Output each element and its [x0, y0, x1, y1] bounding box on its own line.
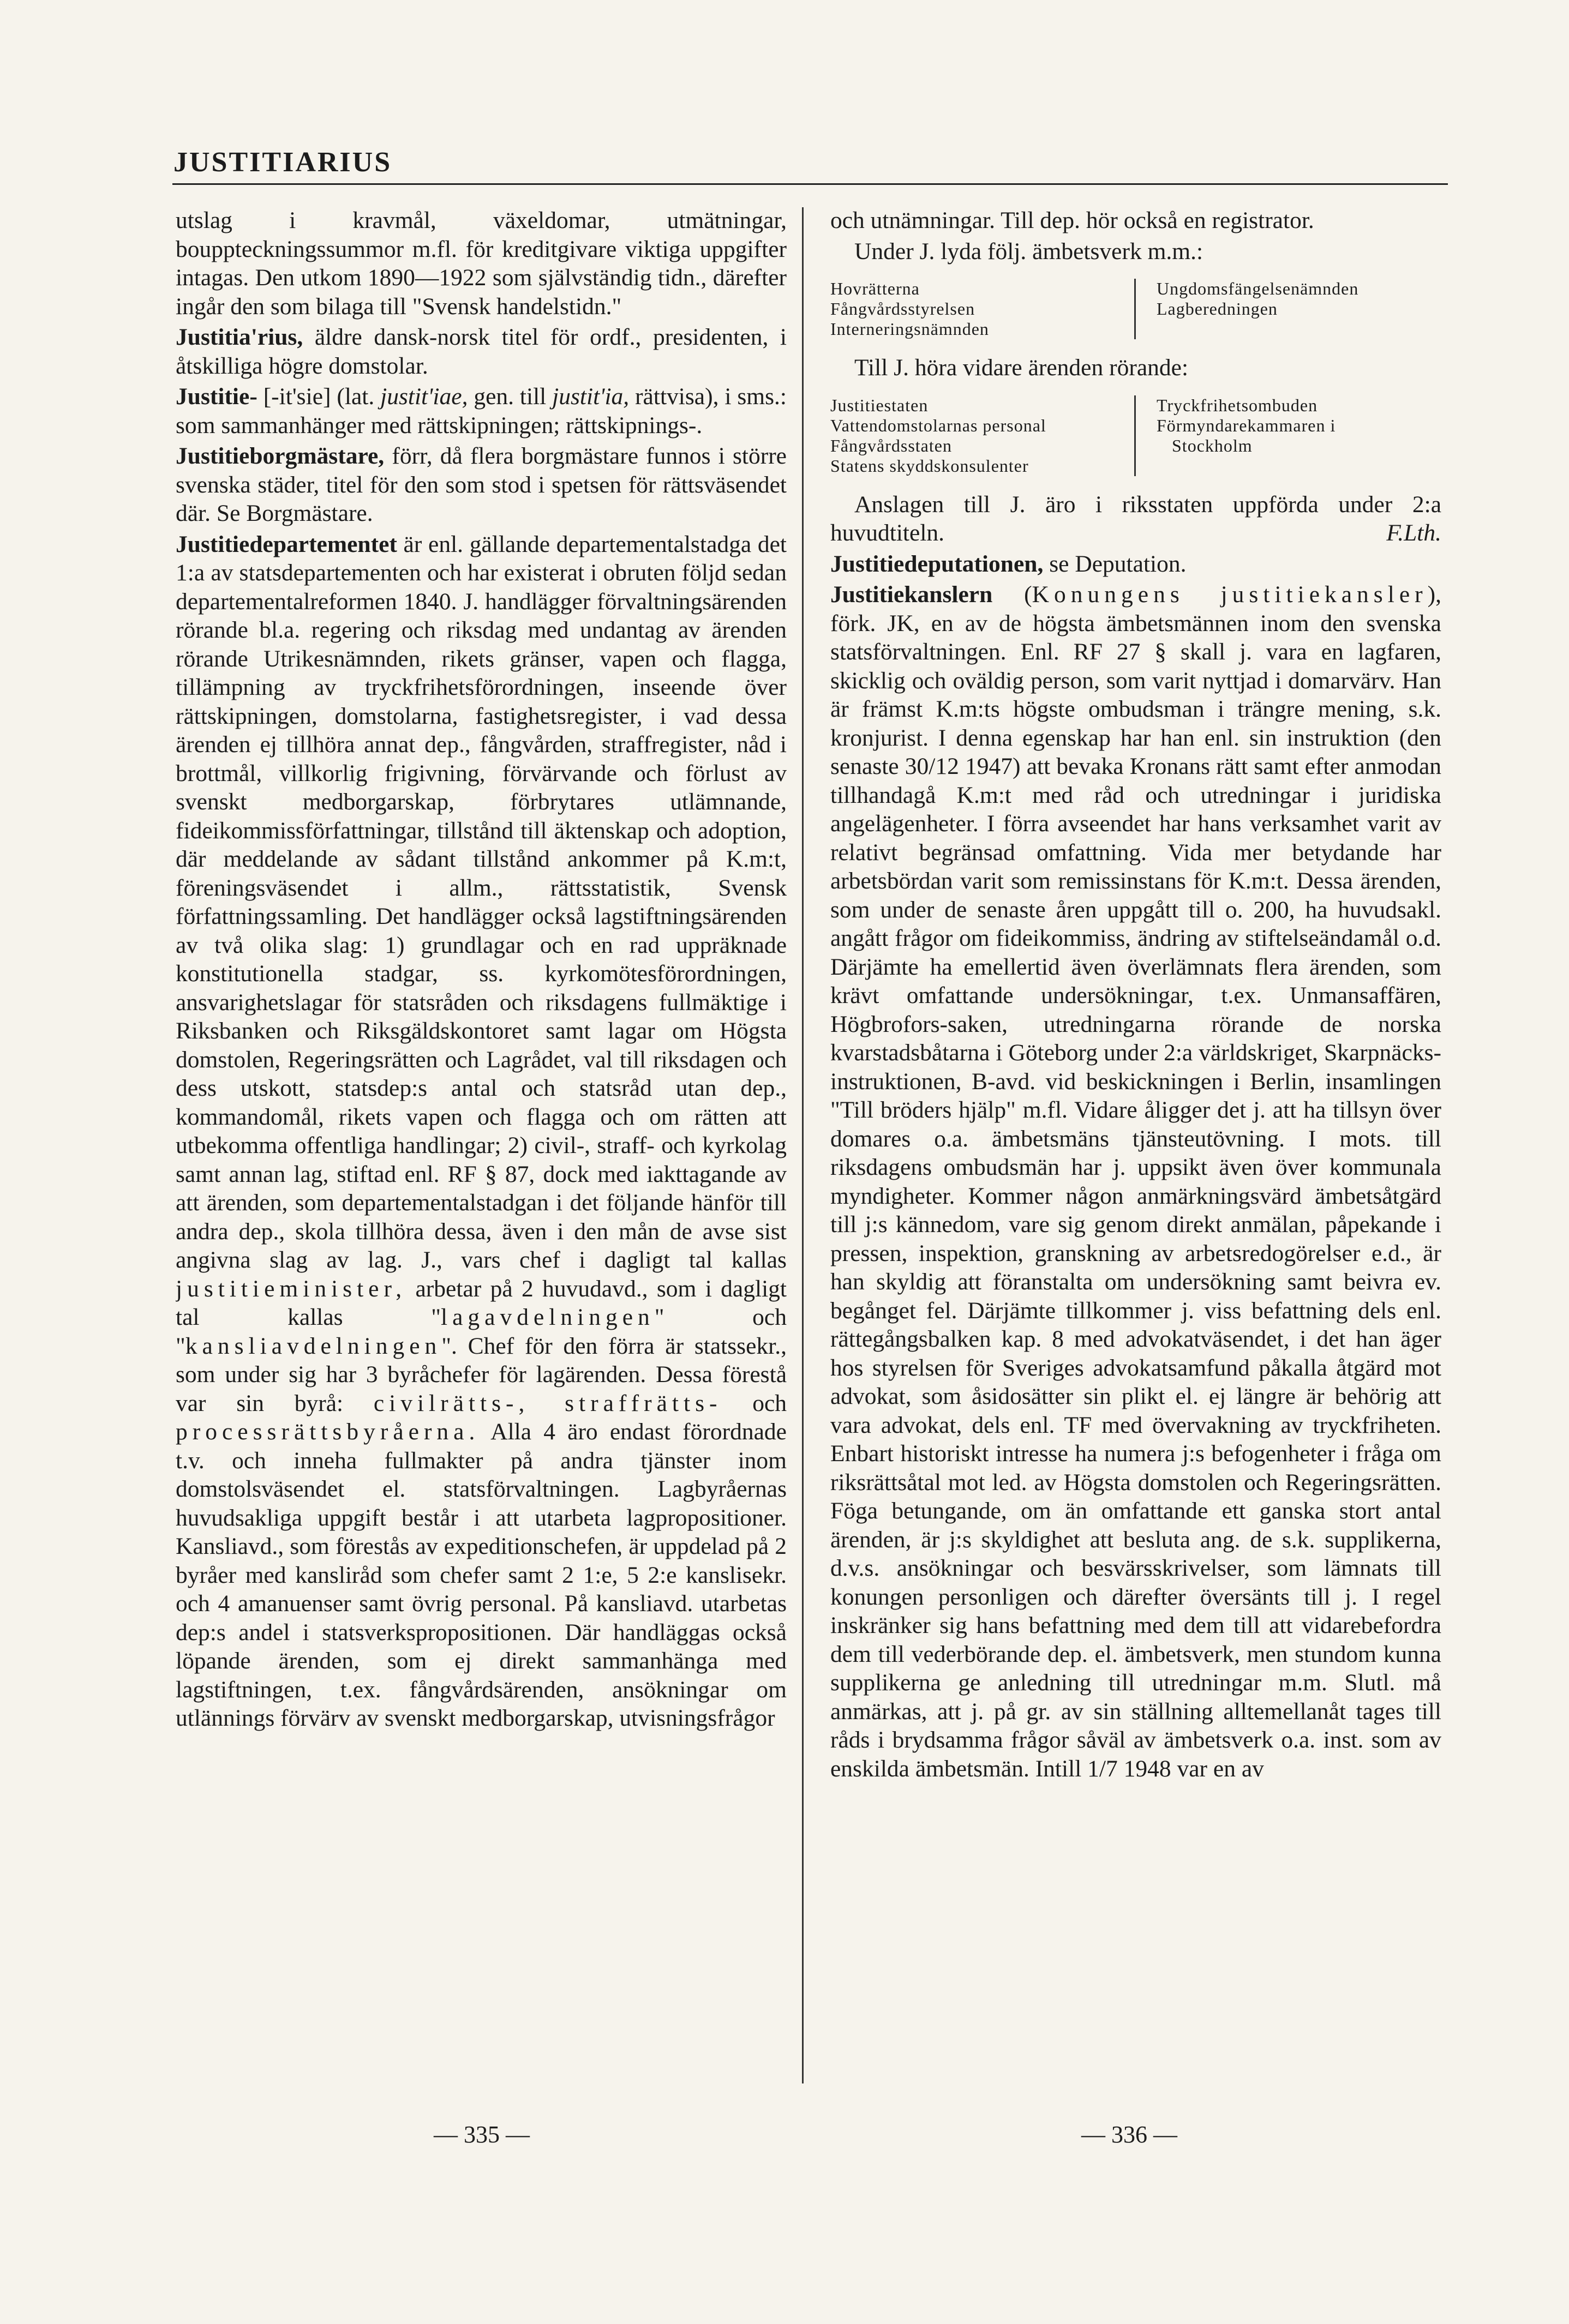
entry-text: är enl. gällande departementalstadga det 1:a av statsdepartementen och har existerat i obruten följd sedan departementalreformen 1840. J. handlägger förvaltningsärenden rörande bl.a. regering och riksdag med undantag av ärenden rörande Utrikesnämnden, rikets gränser, vapen och flagga, tillämpning av tryckfrihetsförordningen, inseende över rättskipningen, domstolarna, fastighetsregister, i vad dessa ärenden ej tillhöra annat dep., fångvården, straffregister, nåd i brottmål, villkorlig frigivning, förvärvande och förlust av svenskt medborgarskap, förbrytares utlämnande, fideikommissförfattningar, tillstånd till äktenskap och adoption, där meddelande av sådant tillstånd ankommer på K.m:t, föreningsväsendet i allm., rättsstatistik, Svensk författningssamling. Det handlägger också lagstiftningsärenden av två olika slag: 1) grundlagar och en rad uppräknade konstitutionella stadgar, ss. kyrkomötesförordningen, ansvarighetslagar för statsråden och riksdagens fullmäktige i Riksbanken och Riksgäldskontoret samt lagar om Högsta domstolen, Regeringsrätten och Lagrådet, val till riksdagen och dess utskott, statsdep:s antal och statsråd utan dep., kommandomål, rikets vapen och flagga och om rätten att utbekomma offentliga handlingar; 2) civil-, straff- och kyrkolag samt annan lag, stiftad enl. RF § 87, dock med iakttagande av att ärenden, som departementalstadgan i det följande hänför till andra dep., skola tillhöra dessa, även i den mån de avse sist angivna slag av lag. J., vars chef i dagligt tal kallas — [176, 531, 787, 1273]
header-rule — [172, 183, 1448, 185]
headword: Justitieborgmästare, — [176, 443, 385, 469]
entry-text: ), förk. JK, en av de högsta ämbetsmännen inom den svenska statsförvaltningen. Enl. RF 27 § skall j. vara en lagfaren, skicklig och oväldig person, som varit nyttjad i domarvärv. Han är främst K.m:ts högste ombudsman i trängre mening, s.k. kronjurist. I denna egenskap har han enl. sin instruktion (den senaste 30/12 1947) att bevaka Kronans rätt samt efter anmodan tillhandagå K.m:t med råd och utredningar i juridiska angelägenheter. I förra avseendet har hans verksamhet varit av relativt begränsad omfattning. Vida mer betydande har arbetsbördan varit som remissinstans för K.m:t. Dessa ärenden, som under de senaste åren uppgått till o. 200, ha huvudsakl. angått frågor om fideikommiss, ändring av stiftelseändamål o.d. Därjämte ha emellertid även överlämnats flera ärenden, som krävt omfattande undersökningar, t.ex. Unmansaffären, Högbrofors-saken, utredningarna rörande de norska kvarstadsbåtarna i Göteborg under 2:a världskriget, Skarpnäcks-instruktionen, B-avd. vid beskickningen i Berlin, insamlingen "Till bröders hjälp" m.fl. Vidare åligger det j. att ha tillsyn över domares o.a. ämbetsmäns tjänsteutövning. I mots. till riksdagens ombudsmän har j. uppsikt även över kommunala myndigheter. Kommer någon anmärkningsvärd ämbetsåtgärd till j:s kännedom, vare sig genom direkt anmälan, påpekande i pressen, inspektion, granskning av arbetsredogörelser e.d., är han skyldig att föranstalta om undersökning samt beivra ev. begånget fel. Därjämte tillkommer j. viss befattning dels enl. rättegångsbalken kap. 8 med advokatväsendet, i det han äger hos styrelsen för Sveriges advokatsamfund påkalla åtgärd mot advokat, som åsidosätter sin plikt el. ej längre är behörig att vara advokat, dels enl. TF med övervakning av tryckfriheten. Enbart historiskt intresse ha numera j:s befogenheter i fråga om riksrättsåtal mot led. av Högsta domstolen och Regeringsrätten. Föga betungande, om än omfattande ett ganska stort antal ärenden, är j:s skyldighet att besluta ang. de s.k. supplikerna, d.v.s. ansökningar och besvärsskrivelser, som lämnats till konungen personligen och därefter översänts till j. I regel inskränker sig hans befattning med dem till att vidarebefordra dem till vederbörande dep. el. ämbetsverk, men stundom kunna supplikerna ge anledning till utredningar m.m. Slutl. må anmärkas, att j. på gr. av sin ställning alltemellanåt tages till råds i brydsamma frågor såväl av ämbetsverk o.a. inst. som av enskilda ämbetsmän. Intill 1/7 1948 var en av — [830, 581, 1441, 1782]
entry-text: se Deputation. — [1043, 550, 1187, 577]
author-signature: F.Lth. — [1386, 520, 1441, 546]
agencies-right-list — [1136, 279, 1441, 339]
entry-text: och — [722, 1390, 787, 1416]
right-column — [830, 206, 1441, 2082]
paragraph-text: Under J. lyda följ. ämbetsverk m.m.: — [854, 238, 1203, 265]
paragraph-text: och utnämningar. Till dep. hör också en registrator. — [830, 207, 1314, 233]
headword: Justitia'rius, — [176, 324, 303, 350]
paragraph — [830, 490, 1441, 548]
spaced-term: kansliavdelningen — [185, 1332, 442, 1359]
entry-justitiarius — [176, 323, 787, 380]
paragraph-text: utslag i kravmål, växeldomar, utmätningar, bouppteckningssummor m.fl. för kreditgivare viktiga uppgifter intagas. Den utkom 1890—1922 som självständig tidn., därefter ingår den som bilaga till "Svensk handelstidn." — [176, 207, 787, 320]
paragraph — [176, 206, 787, 321]
entry-text: gen. till — [468, 383, 553, 410]
entry-text: förr, då flera borgmästare funnos i större svenska städer, titel för den som stod i spetsen för rättsväsendet där. Se Borgmästare. — [176, 443, 787, 526]
page-number-left: — 335 — — [434, 2121, 530, 2148]
italic-term: justit'iae, — [380, 383, 468, 410]
entry-text: [-it'sie] (lat. — [257, 383, 381, 410]
agencies-left-list — [830, 279, 1136, 339]
paragraph-text: Till J. höra vidare ärenden rörande: — [854, 355, 1189, 381]
entry-text: rättvisa), i sms.: som sammanhänger med rättskipningen; rättskipnings-. — [176, 383, 787, 439]
spaced-term: processrättsbyråerna. — [176, 1419, 480, 1445]
spaced-term: Konungens justitiekansler — [1032, 581, 1428, 608]
headword: Justitiekanslern — [830, 581, 993, 608]
italic-term: justit'ia, — [552, 383, 630, 410]
entry-text: arbetar på 2 huvudavd., som i dagligt tal kallas " — [176, 1275, 787, 1330]
matters-left-list — [830, 395, 1136, 476]
matters-list — [830, 395, 1441, 476]
entry-justitie — [176, 382, 787, 440]
list-item: Lagberedningen — [1157, 299, 1278, 319]
list-item: Tryckfrihetsombuden — [1157, 395, 1318, 415]
entry-justitiedeputationen — [830, 550, 1441, 579]
entry-text: äldre dansk-norsk titel för ordf., presidenten, i åtskilliga högre domstolar. — [176, 324, 787, 379]
list-item: Stockholm — [1172, 435, 1253, 455]
entry-justitiekanslern — [830, 580, 1441, 1783]
list-item: Fångvårdsstaten — [830, 435, 952, 455]
column-rule — [802, 207, 804, 2083]
page-number-right: — 336 — — [1081, 2121, 1177, 2148]
entry-text: ". Chef för den förra är statssekr., som under sig har 3 byråchefer för lagärenden. Dessa förestå var sin byrå: — [176, 1332, 787, 1416]
list-item: Interneringsnämnden — [830, 319, 989, 339]
entry-text: " och " — [176, 1304, 787, 1359]
agencies-list — [830, 279, 1441, 339]
entry-text: Alla 4 äro endast förordnade t.v. och inneha fullmakter på andra tjänster inom domstolsväsendet el. statsförvaltningen. Lagbyråernas huvudsakliga uppgift består i att utarbeta lagpropositioner. Kansliavd., som förestås av expeditionschefen, är uppdelad på 2 byråer med kansliråd som chefer samt 2 1:e, 5 2:e kanslisekr. och 4 amanuenser samt övrig personal. På kansliavd. utarbetas dep:s andel i statsverkspropositionen. Där handläggas också löpande ärenden, som ej direkt sammanhänga med lagstiftningen, t.ex. fångvårdsärenden, ansökningar om utlännings förvärv av svenskt medborgarskap, utvisningsfrågor — [176, 1419, 787, 1731]
headword: Justitie- — [176, 383, 257, 410]
left-column — [176, 206, 787, 2082]
paragraph — [830, 206, 1441, 235]
entry-justitieborgmastare — [176, 442, 787, 528]
list-item: Fångvårdsstyrelsen — [830, 299, 975, 319]
spaced-term: civilrätts-, straffrätts- — [373, 1390, 722, 1416]
paragraph — [830, 237, 1441, 266]
matters-right-list — [1136, 395, 1441, 476]
paragraph — [830, 353, 1441, 382]
list-item: Statens skyddskonsulenter — [830, 455, 1029, 476]
list-item: Justitiestaten — [830, 395, 929, 415]
spaced-term: lagavdelningen — [441, 1304, 655, 1330]
list-item: Förmyndarekammaren i — [1157, 415, 1336, 435]
entry-text: ( — [992, 581, 1032, 608]
headword: Justitiedeputationen, — [830, 550, 1044, 577]
running-header: JUSTITIARIUS — [173, 147, 392, 178]
headword: Justitiedepartementet — [176, 531, 397, 557]
paragraph-text: Anslagen till J. äro i riksstaten uppförda under 2:a huvudtiteln. — [830, 491, 1441, 546]
list-item: Hovrätterna — [830, 279, 920, 298]
list-item: Vattendomstolarnas personal — [830, 415, 1046, 435]
entry-justitiedepartementet — [176, 530, 787, 1733]
list-item: Ungdomsfängelsenämnden — [1157, 279, 1359, 298]
spaced-term: justitieminister, — [176, 1275, 407, 1302]
